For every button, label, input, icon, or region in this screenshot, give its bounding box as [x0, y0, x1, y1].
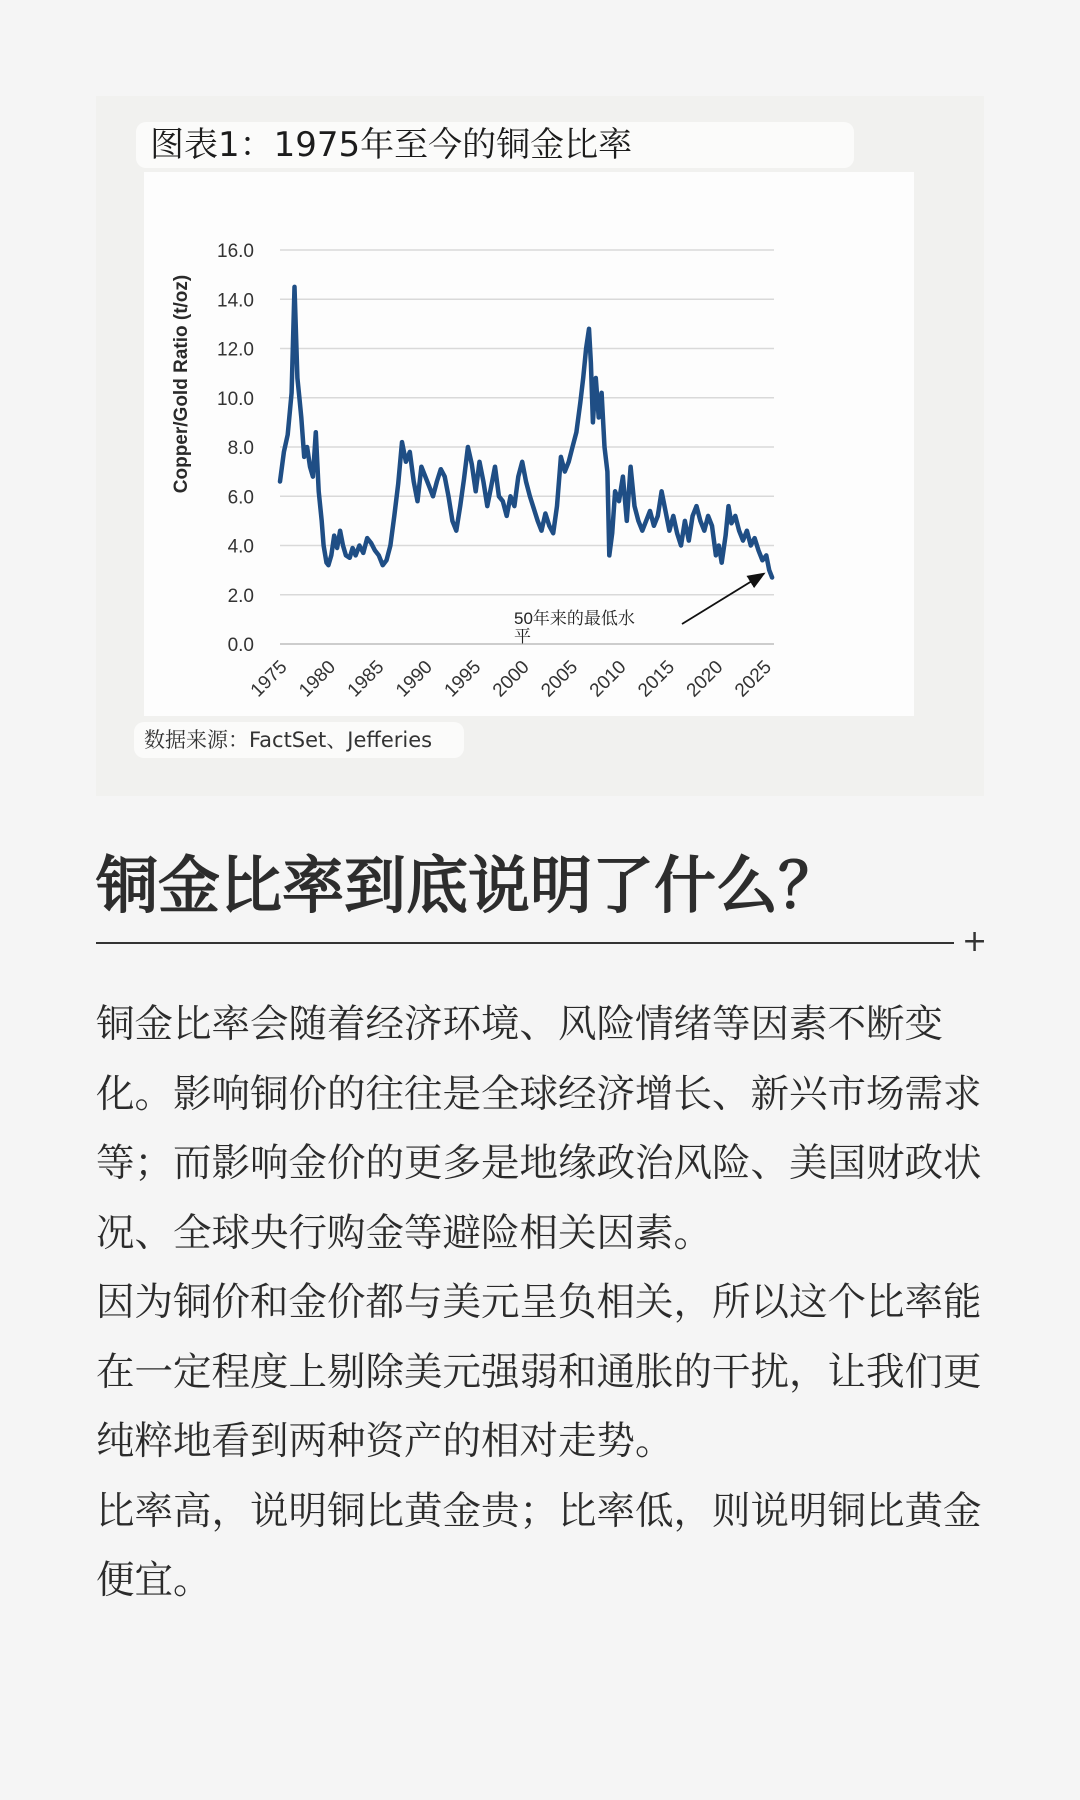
series-line-copper-gold-ratio — [280, 287, 772, 578]
paragraph-3: 比率高，说明铜比黄金贵；比率低，则说明铜比黄金便宜。 — [96, 1488, 982, 1603]
copper-gold-ratio-chart — [144, 172, 914, 716]
y-tick-label: 0.0 — [227, 635, 254, 656]
x-tick-label: 2005 — [537, 656, 583, 702]
y-axis-label: Copper/Gold Ratio (t/oz) — [171, 274, 192, 494]
title-divider — [96, 942, 954, 944]
y-tick-label: 16.0 — [217, 241, 254, 262]
x-tick-label: 2020 — [682, 656, 728, 702]
y-tick-label: 6.0 — [227, 487, 254, 509]
x-tick-label: 1985 — [343, 656, 389, 702]
x-tick-label: 2015 — [634, 656, 679, 702]
annotation — [514, 574, 764, 646]
x-tick-label: 1975 — [246, 656, 292, 702]
article-title: 铜金比率到底说明了什么？ — [96, 849, 841, 922]
y-tick-label: 8.0 — [227, 438, 254, 459]
article-body — [96, 990, 986, 1616]
y-tick-label: 2.0 — [227, 585, 254, 607]
x-tick-label: 2025 — [731, 656, 776, 702]
chart-title: 图表1：1975年至今的铜金比率 — [136, 122, 854, 168]
grid-layer — [280, 250, 774, 644]
y-tick-label: 4.0 — [227, 536, 254, 558]
chart-source: 数据来源：FactSet、Jefferies — [134, 722, 464, 758]
y-tick-labels — [217, 241, 254, 656]
annotation-text-line-1: 50年来的最低水 — [514, 609, 635, 628]
y-tick-label: 12.0 — [217, 339, 254, 361]
x-tick-label: 1990 — [392, 656, 437, 702]
annotation-arrow — [682, 574, 764, 624]
x-tick-label: 2000 — [488, 656, 534, 702]
x-tick-label: 2010 — [585, 656, 631, 702]
plus-icon: + — [962, 924, 988, 959]
y-tick-label: 14.0 — [217, 290, 254, 312]
x-tick-label: 1980 — [295, 656, 340, 702]
chart-card — [96, 96, 984, 796]
x-tick-labels — [247, 657, 776, 702]
x-tick-label: 1995 — [440, 656, 486, 702]
plot-panel — [144, 172, 914, 716]
paragraph-2: 因为铜价和金价都与美元呈负相关，所以这个比率能在一定程度上剔除美元强弱和通胀的干扰，让我们更纯粹地看到两种资产的相对走势。 — [96, 1280, 982, 1464]
paragraph-1: 铜金比率会随着经济环境、风险情绪等因素不断变化。影响铜价的往往是全球经济增长、新兴市场需求等；而影响金价的更多是地缘政治风险、美国财政状况、全球央行购金等避险相关因素。 — [96, 1002, 982, 1256]
annotation-text-line-2: 平 — [514, 627, 531, 646]
y-tick-label: 10.0 — [217, 388, 254, 410]
